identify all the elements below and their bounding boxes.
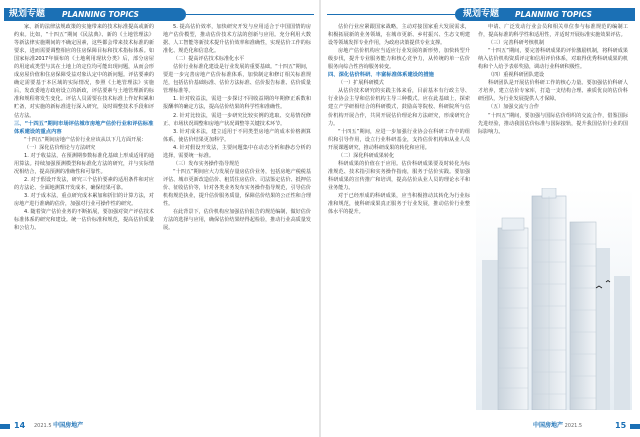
magazine-name: 中国房地产 <box>53 422 84 429</box>
page-number-left: 14 <box>14 421 26 430</box>
body-paragraph: 3. 针对成本法，建立适用于不同类型房地产的成本价格测算体系，使估价结果更加科学。 <box>163 128 311 143</box>
subsection-heading: （二）深化科研成果转化 <box>338 152 395 159</box>
body-paragraph: 3. 对于成本法，重点研究成本累加和折旧的计算方法，对房地产进行准确的估价，加强对行业可操作性的研究。 <box>14 192 154 208</box>
subsection-heading: （五）加强交流与合作 <box>488 104 539 111</box>
right-column-2 <box>478 23 628 186</box>
section-title-en: PLANNING TOPICS <box>62 10 139 19</box>
body-paragraph: 申请、广泛发动行业会员和相关单位参与标准规范的编制工作，提高标准的科学性和适用性，并适时开展标准实施效果评估。 <box>478 24 628 39</box>
body-paragraph: 4. 针对假设开发法，主要问题集中在动态分析和静态分析的选择，需要统一标准。 <box>163 144 311 159</box>
body-paragraph: 从估价技术研究的实践主体来看，目前基本有行政主导、行业协会主导和估价机构主导三种模式。应在此基础上，探索建立产学研相结合的科研模式，鼓励高等院校、科研院所与估价机构开展合作，共同开展估价理论和方法研究，形成研究合力。 <box>328 88 470 127</box>
footer-masthead-right <box>533 420 582 432</box>
footer-bar <box>630 424 640 429</box>
subsection-heading: （四）重视科研团队建设 <box>488 72 545 79</box>
left-column-2 <box>163 23 311 410</box>
body-paragraph: 在此背景下，估价机构应加强估价报告的规范编制，做好估价方法的选择与应用，确保估价结果经得起检验，推动行业高质量发展。 <box>163 209 311 232</box>
right-column-1 <box>328 23 470 410</box>
body-paragraph: 估价行业应紧跟国家战略，主动对接国家重大发展需求，积极拓展新的业务领域，在城市更新、乡村振兴、生态文明建设等领域发挥专业作用，为政府决策提供专业支撑。 <box>328 24 470 47</box>
page-number-right: 15 <box>615 421 627 430</box>
issue-label: 2021.5 <box>564 423 583 429</box>
subsection-heading: （三）完善科研考核机制 <box>488 40 545 47</box>
subsection-heading: （二）提高评估技术标准化水平 <box>173 56 245 63</box>
left-page <box>0 0 319 437</box>
body-paragraph: 5. 提高估价效率，加快研究开发与应用适合于中国国情的房地产估价模型，推动估价技术方法的创新与应用。充分利用大数据、人工智能等新技术提升估价效率和准确性，实现估价工作的标准化、规范化和信息化。 <box>163 24 311 55</box>
body-paragraph: 估价行业标准化建设是行业发展的重要基础。“十四五”期间，要进一步完善房地产估价标准体系，加快制定和修订相关标准规范，包括估价基础标准、估价方法标准、估价报告标准、估价质量管理标准等。 <box>163 64 311 95</box>
section-banner <box>4 8 186 21</box>
section-title: 规划专题 <box>463 9 500 19</box>
left-column-1 <box>14 23 154 410</box>
body-paragraph: 科研成果的价值在于应用。估价科研成果要及时转化为标准规范、技术指引和实务操作指南，服务于估价实践。要加强科研成果的宣传推广和培训，提高估价从业人员的理论水平和业务能力。 <box>328 160 470 191</box>
section-title-en: PLANNING TOPICS <box>515 10 592 19</box>
body-paragraph: “十四五”期间，应进一步加强行业协会在科研工作中的组织和引导作用，设立行业科研基金，支持估价机构和从业人员开展课题研究，推动科研成果的转化和应用。 <box>328 128 470 151</box>
footer-bar <box>0 424 10 429</box>
body-paragraph: “十四五”期间，要完善科研成果的评价激励机制，将科研成果纳入估价机构资质评定和信用评价体系，对取得优秀科研成果的机构和个人给予表彰奖励，调动行业科研积极性。 <box>478 48 628 71</box>
tower-right <box>570 222 596 410</box>
section-heading: 三、“十四五”期间市场评估城市房地产估价行业和评估标准体系建设的重点内容 <box>14 120 154 135</box>
magazine-name: 中国房地产 <box>533 422 564 429</box>
footer-masthead-left <box>34 420 83 432</box>
body-paragraph: 1. 针对收益法，需进一步探讨不同收益期的年期修正系数和报酬率的确定方法，提高估价结果的科学性和准确性。 <box>163 96 311 111</box>
banner-rule <box>186 14 314 15</box>
section-title: 规划专题 <box>9 9 46 19</box>
section-heading: 四、深化估价科研、丰富标准体系建设的措施 <box>328 72 434 79</box>
body-paragraph: 2. 对于假设开发法，研究三个估价要素的适用条件和对应的方法论、全面地测算开发成本，确保结果可靠。 <box>14 176 154 191</box>
body-paragraph: 家、新的法律法规政策的实施带来的技术标准提高或新的约束。比如，“十四五”期间《民法典》、新的《土地管理法》等新法律实施期间的不确定因素，这些都会带来技术标准的新要求，进而需要调整相应的住房保障目标和技术指标体系。如国家标准2017年颁布的《土地利用现状分类》后，部分房屋的用途或类型与其在土地上的定位均可能出现问题，从而会形成房屋价值和住房保障受益对象认定中的新问题。评估要素的确定需要基于本区域的实际情况，参照《土地管理法》实施后，发改委地方政府设立的新政，评估要素与土地管理新的标准和规程将发生变化。评估人员需要在技术标准上作好积累和贮备，对实施的新标准进行深入研究，及时调整技术手段和评估方法。 <box>14 24 154 119</box>
subsection-heading: （一）深化估价理论与方法研究 <box>24 144 96 151</box>
body-paragraph: 对于已经形成的科研成果，应当积极推动其转化为行业标准和规范，使科研成果真正服务于行业发展，推动估价行业整体水平的提升。 <box>328 192 470 216</box>
city-skyline-illustration <box>476 188 632 410</box>
right-page <box>321 0 640 437</box>
body-paragraph: “十四五”期间房地产估价行业应该从以下几方面开展： <box>24 136 147 143</box>
body-paragraph: 2. 针对比较法，需进一步研究比较实例的选取、交易情况修正、市场状况调整和房地产状况调整等关键技术环节。 <box>163 112 311 127</box>
tower-left <box>498 218 528 410</box>
body-paragraph: 4. 随着资产估价业务的不断拓展，要加强对资产评估技术标准体系的研究和建设。统一估价标准和规范，提高估价质量和公信力。 <box>14 209 154 232</box>
body-paragraph: 科研团队是开展估价科研工作的核心力量。要加强估价科研人才培养，建立估价专家库，打造一支结构合理、素质优良的估价科研团队，为行业发展提供人才保障。 <box>478 80 628 103</box>
body-paragraph: 1. 对于收益法，在预测期参数标准化基础上形成适用的通用算法。持续加强预测模型和标准化方法的研究，并与实际情况相结合，提高预测的准确性和可靠性。 <box>14 152 154 175</box>
body-paragraph: “十四五”期间应大力发展存量房估价业务，包括房地产税税基评估、城市更新改造估价、租赁住房估价、司法鉴定估价、抵押估价、征收估价等，针对各类业务发布实务操作指导规范，引导估价机构规范执业，提升估价服务质量，保障估价结果的公正性和合理性。 <box>163 168 311 208</box>
issue-label: 2021.5 <box>34 423 52 429</box>
subsection-heading: （一）扩展科研模式 <box>338 80 384 87</box>
section-banner <box>455 8 635 21</box>
body-paragraph: 房地产估价机构应当适应行业发展的新形势，加快转型升级步伐，提升专业服务能力和核心竞争力，从传统的单一估价服务向综合性咨询服务转变。 <box>328 48 470 71</box>
subsection-heading: （三）发布实务操作指导规范 <box>173 160 240 167</box>
body-paragraph: “十四五”期间，要加强与国际估价组织的交流合作，借鉴国际先进经验，推动我国估价标准与国际接轨，提升我国估价行业的国际影响力。 <box>478 112 628 135</box>
banner-rule <box>327 14 455 15</box>
